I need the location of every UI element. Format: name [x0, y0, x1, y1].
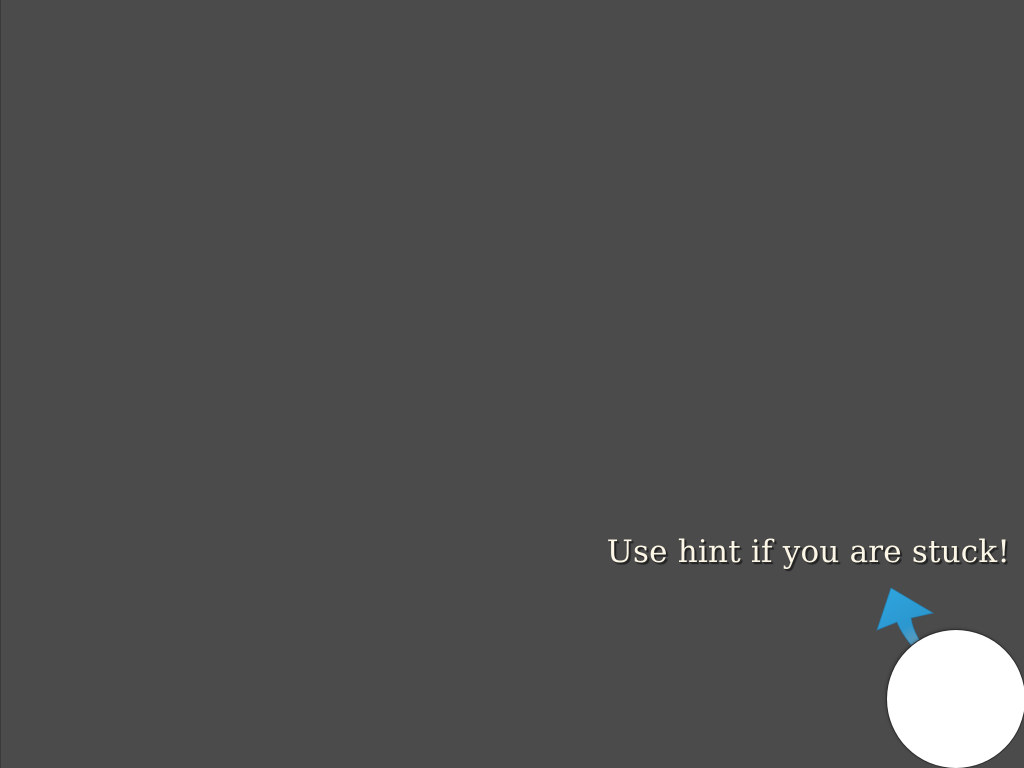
hint-message: Use hint if you are stuck! [606, 534, 1010, 570]
hint-button[interactable] [887, 630, 1024, 768]
